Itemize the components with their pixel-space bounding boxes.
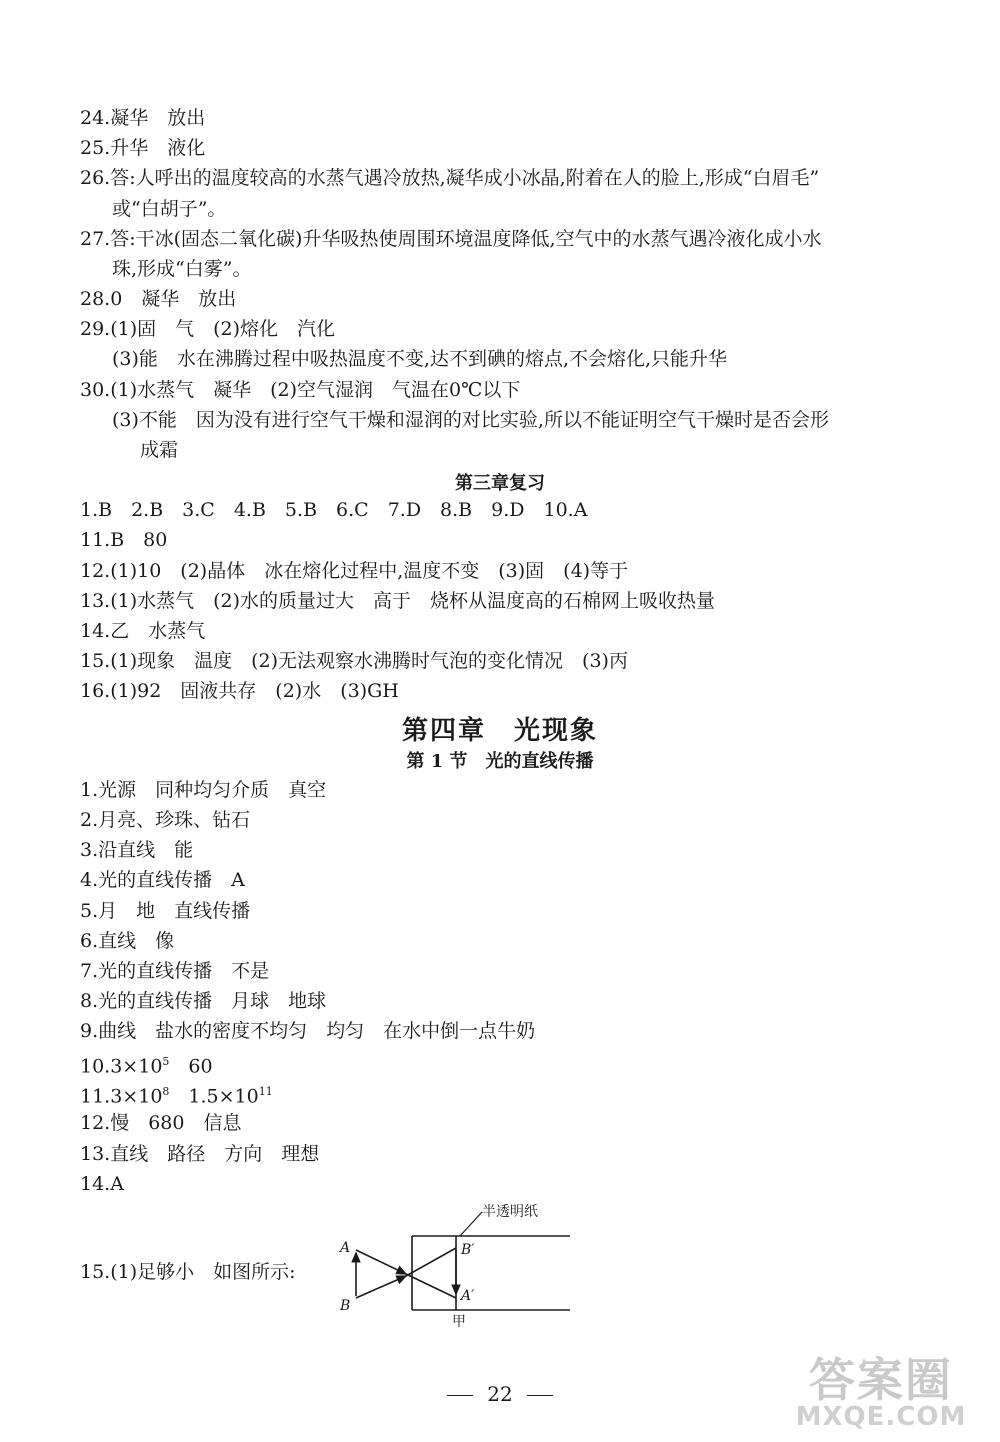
answer-27-cont: 珠,形成“白雾”。 bbox=[112, 258, 252, 280]
label-b: B bbox=[340, 1298, 351, 1314]
paper-label: 半透明纸 bbox=[482, 1204, 538, 1220]
ch4-answer-10 bbox=[80, 1050, 213, 1078]
ch4-answer-4: 4.光的直线传播 A bbox=[80, 869, 245, 891]
label-a: A bbox=[340, 1240, 351, 1256]
review-answer-14: 14.乙 水蒸气 bbox=[80, 620, 206, 642]
review-answer-15: 15.(1)现象 温度 (2)无法观察水沸腾时气泡的变化情况 (3)丙 bbox=[80, 650, 628, 672]
answer-26: 26.答:人呼出的温度较高的水蒸气遇冷放热,凝华成小冰晶,附着在人的脸上,形成“白眉毛” bbox=[80, 167, 820, 189]
answer-27: 27.答:干冰(固态二氧化碳)升华吸热使周围环境温度降低,空气中的水蒸气遇冷液化成小水 bbox=[80, 228, 822, 250]
ray-a-continued bbox=[406, 1274, 456, 1298]
ch4-answer-1: 1.光源 同种均匀介质 真空 bbox=[80, 779, 327, 801]
answer-30-cont: 成霜 bbox=[140, 439, 179, 461]
ray-a bbox=[356, 1250, 406, 1274]
answer-29-part3: (3)能 水在沸腾过程中吸热温度不变,达不到碘的熔点,不会熔化,只能升华 bbox=[112, 348, 728, 370]
ch4-answer-13: 13.直线 路径 方向 理想 bbox=[80, 1143, 320, 1165]
q11-mid: 1.5×10 bbox=[169, 1085, 259, 1108]
q10-prefix: 10.3×10 bbox=[80, 1055, 163, 1078]
label-a-prime: A′ bbox=[461, 1288, 475, 1304]
ch4-answer-5: 5.月 地 直线传播 bbox=[80, 900, 251, 922]
ch4-answer-14: 14.A bbox=[80, 1173, 124, 1195]
q11-exponent-2: 11 bbox=[258, 1085, 273, 1098]
ch4-answer-11 bbox=[80, 1080, 273, 1108]
page-number: 22 bbox=[487, 1382, 513, 1406]
review-heading: 第三章复习 bbox=[455, 473, 545, 494]
q11-prefix: 11.3×10 bbox=[80, 1085, 163, 1108]
chapter-title: 第四章 光现象 bbox=[401, 716, 598, 746]
label-b-prime: B′ bbox=[461, 1242, 475, 1258]
ray-b-continued bbox=[406, 1248, 456, 1276]
figure-caption: 甲 bbox=[452, 1314, 466, 1328]
ch4-answer-7: 7.光的直线传播 不是 bbox=[80, 960, 270, 982]
ch4-answer-15: 15.(1)足够小 如图所示: bbox=[80, 1261, 296, 1283]
watermark-url: MXQE.COM bbox=[795, 1402, 967, 1432]
ch4-answer-9: 9.曲线 盐水的密度不均匀 均匀 在水中倒一点牛奶 bbox=[80, 1020, 536, 1042]
answer-29: 29.(1)固 气 (2)熔化 汽化 bbox=[80, 318, 336, 340]
watermark-logo-text: 答案圈 bbox=[809, 1353, 953, 1407]
ray-b bbox=[356, 1276, 406, 1298]
review-answer-1-10: 1.B 2.B 3.C 4.B 5.B 6.C 7.D 8.B 9.D 10.A bbox=[80, 499, 588, 521]
paper-leader-line bbox=[460, 1212, 482, 1236]
ch4-answer-3: 3.沿直线 能 bbox=[80, 839, 194, 861]
ch4-answer-12: 12.慢 680 信息 bbox=[80, 1112, 242, 1134]
watermark bbox=[776, 1344, 986, 1436]
answer-26-cont: 或“白胡子”。 bbox=[112, 198, 227, 220]
answer-30-part3: (3)不能 因为没有进行空气干燥和湿润的对比实验,所以不能证明空气干燥时是否会形 bbox=[112, 409, 829, 431]
ch4-answer-6: 6.直线 像 bbox=[80, 930, 175, 952]
answer-24: 24.凝华 放出 bbox=[80, 107, 206, 129]
q11-exponent-1: 8 bbox=[162, 1085, 170, 1098]
pinhole-camera-diagram bbox=[330, 1198, 580, 1328]
review-answer-13: 13.(1)水蒸气 (2)水的质量过大 高于 烧杯从温度高的石棉网上吸收热量 bbox=[80, 590, 716, 612]
review-answer-12: 12.(1)10 (2)晶体 冰在熔化过程中,温度不变 (3)固 (4)等于 bbox=[80, 560, 629, 582]
q10-rest: 60 bbox=[169, 1055, 213, 1078]
review-answer-11: 11.B 80 bbox=[80, 529, 168, 551]
answer-25: 25.升华 液化 bbox=[80, 137, 206, 159]
review-answer-16: 16.(1)92 固液共存 (2)水 (3)GH bbox=[80, 680, 399, 702]
ch4-answer-2: 2.月亮、珍珠、钻石 bbox=[80, 809, 251, 831]
q10-exponent: 5 bbox=[162, 1055, 170, 1068]
answer-30: 30.(1)水蒸气 凝华 (2)空气湿润 气温在0℃以下 bbox=[80, 379, 521, 401]
dash-left bbox=[447, 1395, 473, 1396]
section-title: 第 1 节 光的直线传播 bbox=[406, 751, 594, 772]
dash-right bbox=[527, 1395, 553, 1396]
answer-28: 28.0 凝华 放出 bbox=[80, 288, 237, 310]
ch4-answer-8: 8.光的直线传播 月球 地球 bbox=[80, 990, 327, 1012]
